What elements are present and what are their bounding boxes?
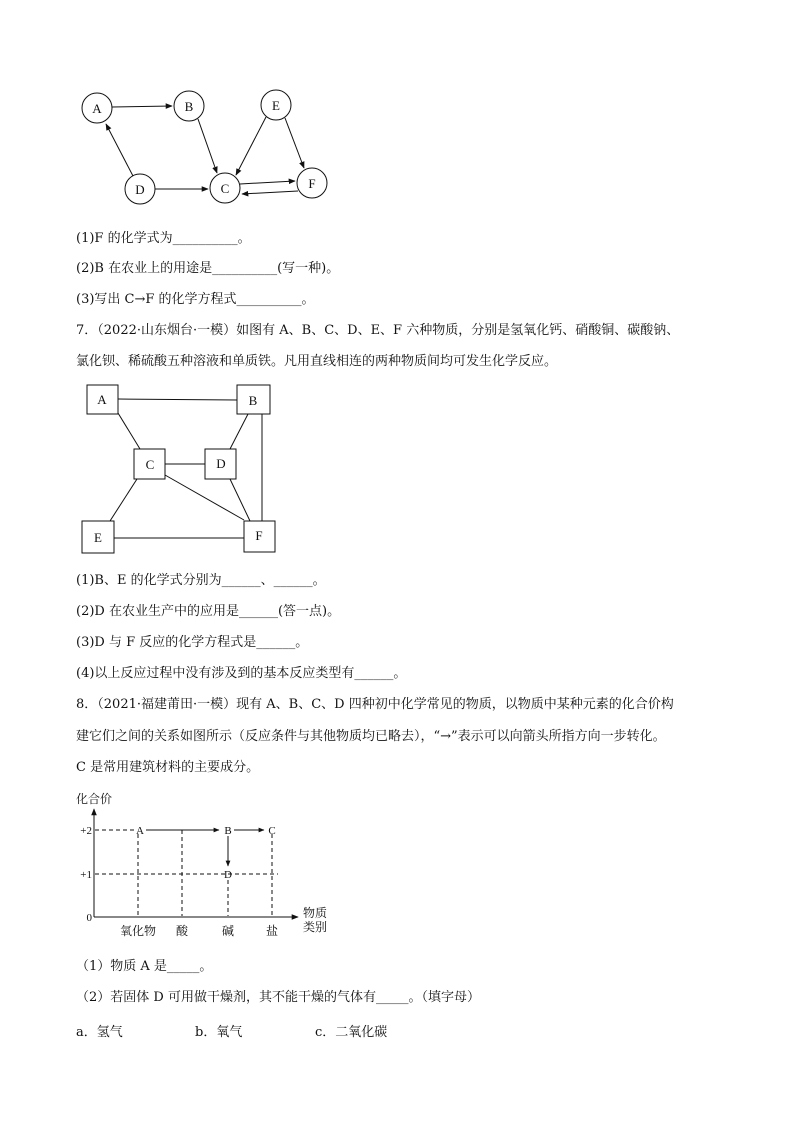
arrow-f-c (242, 191, 298, 194)
label-f: F (308, 176, 316, 191)
label-c: C (220, 181, 230, 196)
q7-sub3: (3)D 与 F 反应的化学方程式是______。 (76, 635, 309, 650)
edge-c-f (165, 475, 244, 520)
point-d: D (224, 869, 232, 881)
label-e: E (272, 98, 280, 113)
q6-sub2: (2)B 在农业上的用途是__________(写一种)。 (76, 261, 340, 276)
valence-graph (0, 785, 794, 940)
q7-stem-line1: 7．（2022·山东烟台·一模）如图有 A、B、C、D、E、F 六种物质，分别是氢氧化钙、硝酸铜、碳酸钠、 (76, 323, 680, 338)
box-label-c: C (145, 457, 155, 472)
ytick-plus2: +2 (80, 825, 92, 837)
label-a: A (92, 101, 102, 116)
arrow-a-b (112, 106, 172, 107)
arrow-e-f (285, 118, 304, 168)
arrow-d-a (106, 124, 133, 176)
point-a: A (136, 825, 144, 837)
q8-stem-line3: C 是常用建筑材料的主要成分。 (76, 760, 260, 775)
label-b: B (184, 99, 194, 114)
label-d: D (135, 182, 145, 197)
y-axis-label: 化合价 (76, 792, 113, 806)
q6-sub3: (3)写出 C→F 的化学方程式__________。 (76, 292, 315, 307)
q8-option-b: b．氧气 (195, 1025, 243, 1040)
x-axis-label-line2: 类别 (303, 920, 328, 934)
edge-b-d (230, 414, 248, 449)
q7-stem-line2: 氯化钡、稀硫酸五种溶液和单质铁。凡用直线相连的两种物质间均可发生化学反应。 (76, 354, 558, 369)
q8-sub1: （1）物质 A 是_____。 (76, 959, 213, 974)
point-b: B (224, 825, 232, 837)
arrow-e-c (236, 117, 266, 175)
xtick-oxide: 氧化物 (119, 924, 157, 938)
ytick-zero: 0 (86, 912, 92, 924)
ytick-plus1: +1 (80, 869, 92, 881)
diagram-squares (0, 380, 794, 560)
q8-stem-line2: 建它们之间的关系如图所示（反应条件与其他物质均已略去），“→”表示可以向箭头所指方向一步转化。 (76, 729, 666, 744)
edge-c-e (110, 479, 137, 521)
q8-sub2: （2）若固体 D 可用做干燥剂，其不能干燥的气体有_____。（填字母） (76, 990, 480, 1005)
xtick-base: 碱 (221, 924, 235, 938)
box-label-b: B (248, 393, 258, 408)
edge-d-f (230, 479, 250, 521)
q8-option-a: a．氢气 (76, 1025, 123, 1040)
box-label-d: D (216, 456, 226, 471)
q7-sub4: (4)以上反应过程中没有涉及到的基本反应类型有______。 (76, 666, 407, 681)
q8-option-c: c．二氧化碳 (315, 1025, 388, 1040)
q7-sub1: (1)B、E 的化学式分别为______、______。 (76, 573, 326, 588)
q8-stem-line1: 8．（2021·福建莆田·一模）现有 A、B、C、D 四种初中化学常见的物质，以物质中某种元素的化合价构 (76, 697, 674, 712)
edge-a-b (118, 399, 237, 400)
box-label-a: A (97, 392, 107, 407)
q6-sub1: (1)F 的化学式为__________。 (76, 231, 251, 246)
arrow-b-c (198, 119, 217, 173)
xtick-salt: 盐 (265, 924, 279, 938)
point-c: C (268, 825, 276, 837)
diagram-circles (0, 0, 794, 220)
edge-a-c (118, 413, 140, 449)
xtick-acid: 酸 (175, 924, 189, 938)
q7-sub2: (2)D 在农业生产中的应用是______(答一点)。 (76, 604, 341, 619)
x-axis-label-line1: 物质 (303, 906, 328, 920)
box-label-e: E (94, 530, 102, 545)
box-label-f: F (255, 528, 263, 543)
arrow-c-f (240, 181, 295, 184)
